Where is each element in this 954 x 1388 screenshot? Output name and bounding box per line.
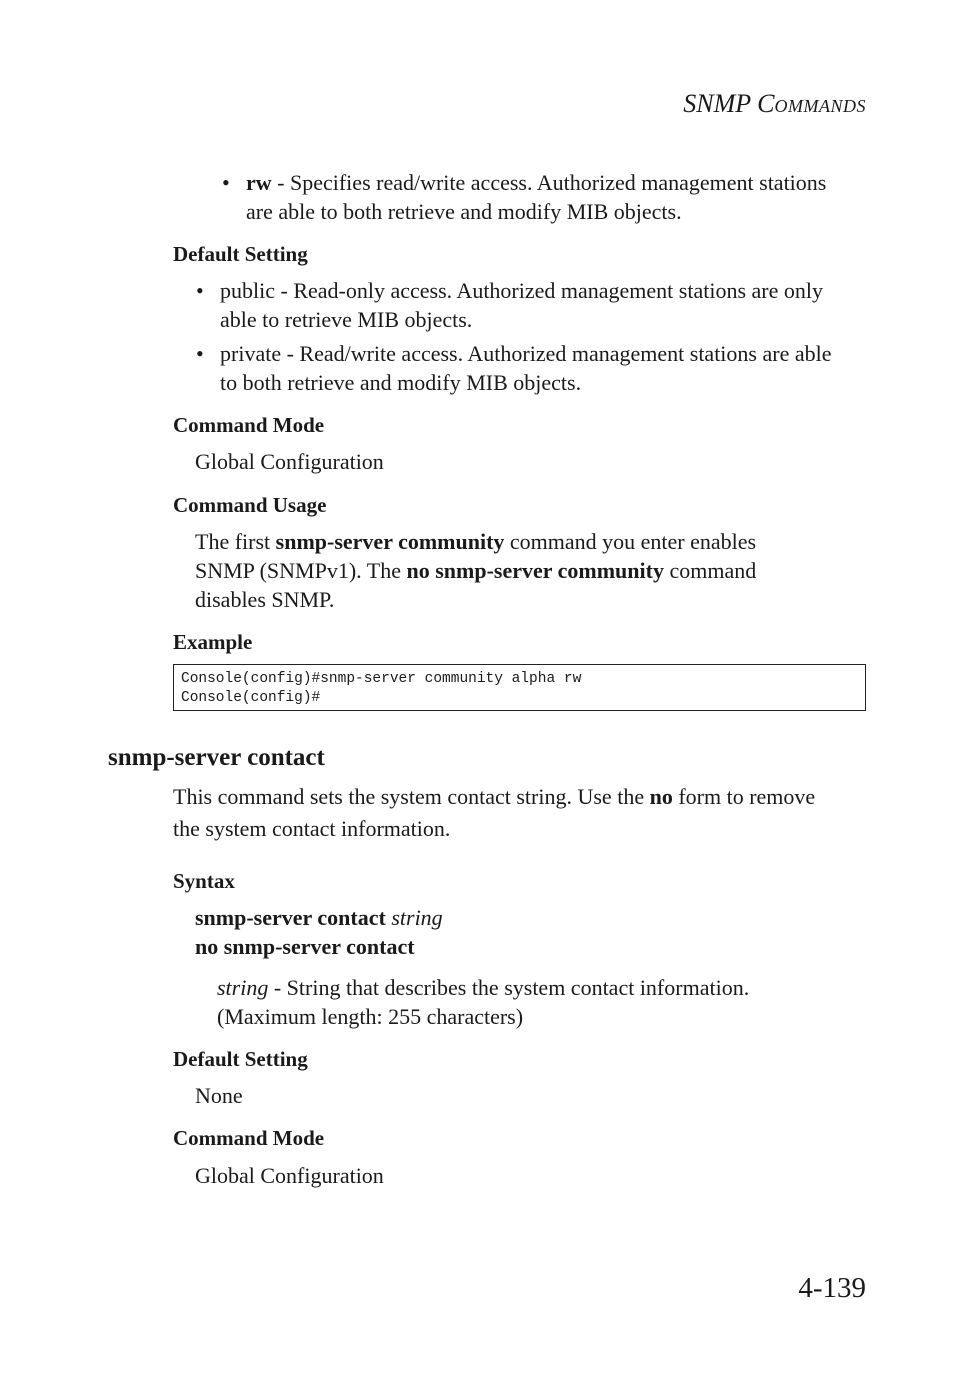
- bullet-marker: •: [196, 341, 204, 366]
- contact-description-line1: This command sets the system contact string. Use the no form to remove: [173, 784, 816, 809]
- private-bullet-line2: to both retrieve and modify MIB objects.: [220, 370, 582, 395]
- command-usage-line3: disables SNMP.: [195, 587, 335, 612]
- bullet-marker: •: [196, 278, 204, 303]
- command-mode-heading: Command Mode: [173, 1126, 325, 1150]
- syntax-heading: Syntax: [173, 869, 235, 893]
- default-setting-text: None: [195, 1083, 243, 1108]
- command-usage-line1: The first snmp-server community command you enter enables: [195, 529, 757, 554]
- default-setting-heading: Default Setting: [173, 1047, 308, 1071]
- example-code-block: [173, 664, 866, 711]
- syntax-line2: no snmp-server contact: [195, 934, 415, 959]
- rw-bullet-line1: rw - Specifies read/write access. Authorized management stations: [246, 170, 827, 195]
- command-mode-text: Global Configuration: [195, 1163, 384, 1188]
- public-bullet-line1: public - Read-only access. Authorized management stations are only: [220, 278, 823, 303]
- example-heading: Example: [173, 630, 253, 654]
- public-bullet-line2: able to retrieve MIB objects.: [220, 307, 473, 332]
- page-number: 4-139: [798, 1272, 866, 1304]
- command-mode-heading: Command Mode: [173, 413, 325, 437]
- command-mode-text: Global Configuration: [195, 449, 384, 474]
- command-usage-line2: SNMP (SNMPv1). The no snmp-server community command: [195, 558, 757, 583]
- section-title: snmp-server contact: [108, 744, 325, 771]
- running-header: SNMP COMMANDS: [683, 89, 866, 118]
- command-usage-heading: Command Usage: [173, 493, 327, 517]
- parameter-description-line2: (Maximum length: 255 characters): [217, 1004, 524, 1029]
- syntax-line1: snmp-server contact string: [195, 905, 443, 930]
- parameter-description-line1: string - String that describes the system contact information.: [217, 975, 750, 1000]
- bullet-marker: •: [222, 170, 230, 195]
- private-bullet-line1: private - Read/write access. Authorized management stations are able: [220, 341, 832, 366]
- code-line: Console(config)#snmp-server community alpha rw: [181, 671, 582, 687]
- default-setting-heading: Default Setting: [173, 242, 308, 266]
- code-line: Console(config)#: [181, 690, 321, 706]
- rw-bullet-line2: are able to both retrieve and modify MIB objects.: [246, 199, 682, 224]
- contact-description-line2: the system contact information.: [173, 816, 451, 841]
